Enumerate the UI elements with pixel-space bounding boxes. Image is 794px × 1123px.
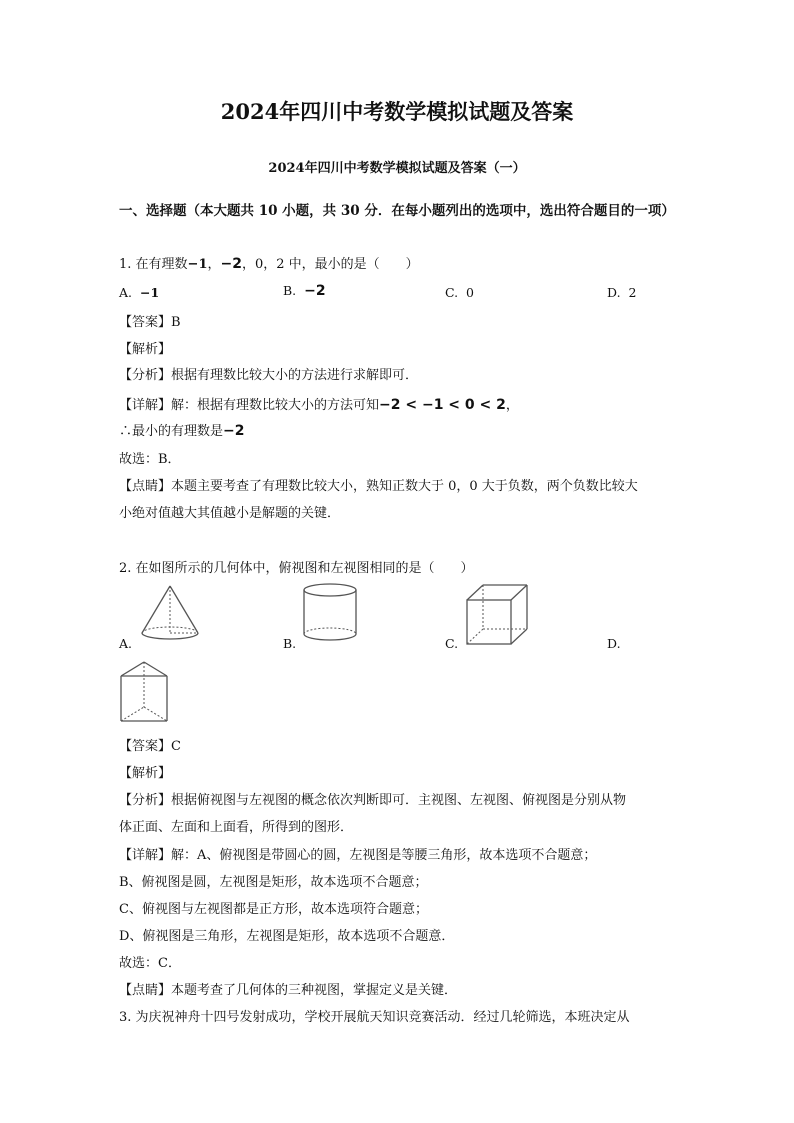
cube-figure	[464, 582, 530, 648]
q1-choose: 故选：B．	[119, 452, 181, 467]
q1-therefore: ∴最小的有理数是−2	[119, 423, 245, 439]
q1-option-b: B. −2	[283, 283, 326, 299]
q2-stem: 2. 在如图所示的几何体中，俯视图和左视图相同的是（ ）	[119, 561, 474, 576]
q2-option-b: B.	[283, 636, 297, 651]
q2-detail-line3: C、俯视图与左视图都是正方形，故本选项符合题意；	[119, 902, 428, 917]
q2-option-d: D.	[607, 636, 621, 651]
q1-option-c: C. 0	[445, 285, 474, 300]
page-title: 2024年四川中考数学模拟试题及答案	[220, 99, 574, 124]
q1-comment-line2: 小绝对值越大其值越小是解题的关键．	[119, 506, 341, 521]
q2-comment: 【点睛】本题考查了几何体的三种视图，掌握定义是关键．	[119, 983, 458, 998]
cone-figure	[138, 583, 202, 643]
page-subtitle: 2024年四川中考数学模拟试题及答案（一）	[268, 161, 526, 176]
q1-analysis-label: 【解析】	[119, 342, 172, 357]
q2-detail-line2: B、俯视图是圆，左视图是矩形，故本选项不合题意；	[119, 875, 428, 890]
q1-stem: 1. 在有理数−1，−2，0，2 中，最小的是（ ）	[119, 256, 419, 272]
section-heading: 一、选择题（本大题共 10 小题，共 30 分．在每小题列出的选项中，选出符合题目的一项）	[119, 203, 675, 219]
triangular-prism-figure	[118, 660, 170, 724]
q2-option-c: C.	[445, 636, 459, 651]
q2-fenxi-line2: 体正面、左面和上面看，所得到的图形．	[119, 820, 354, 835]
cylinder-figure	[300, 582, 360, 644]
q2-answer: 【答案】C	[119, 739, 181, 754]
q1-comment-line1: 【点睛】本题主要考查了有理数比较大小，熟知正数大于 0，0 大于负数，两个负数比较大	[119, 479, 638, 494]
q1-detail: 【详解】解：根据有理数比较大小的方法可知−2 < −1 < 0 < 2，	[119, 397, 519, 413]
q1-option-a: A. −1	[119, 285, 160, 300]
q1-answer: 【答案】B	[119, 315, 181, 330]
q2-option-a: A.	[119, 636, 133, 651]
q3-stem: 3. 为庆祝神舟十四号发射成功，学校开展航天知识竞赛活动．经过几轮筛选，本班决定从	[119, 1010, 630, 1025]
q2-analysis-label: 【解析】	[119, 766, 172, 781]
q2-choose: 故选：C．	[119, 956, 181, 971]
q2-detail-line4: D、俯视图是三角形，左视图是矩形，故本选项不合题意．	[119, 929, 455, 944]
q2-detail-line1: 【详解】解：A、俯视图是带圆心的圆，左视图是等腰三角形，故本选项不合题意；	[119, 848, 597, 863]
q1-option-d: D. 2	[607, 285, 637, 300]
q2-fenxi-line1: 【分析】根据俯视图与左视图的概念依次判断即可．主视图、左视图、俯视图是分别从物	[119, 793, 627, 808]
q1-fenxi: 【分析】根据有理数比较大小的方法进行求解即可．	[119, 368, 419, 383]
